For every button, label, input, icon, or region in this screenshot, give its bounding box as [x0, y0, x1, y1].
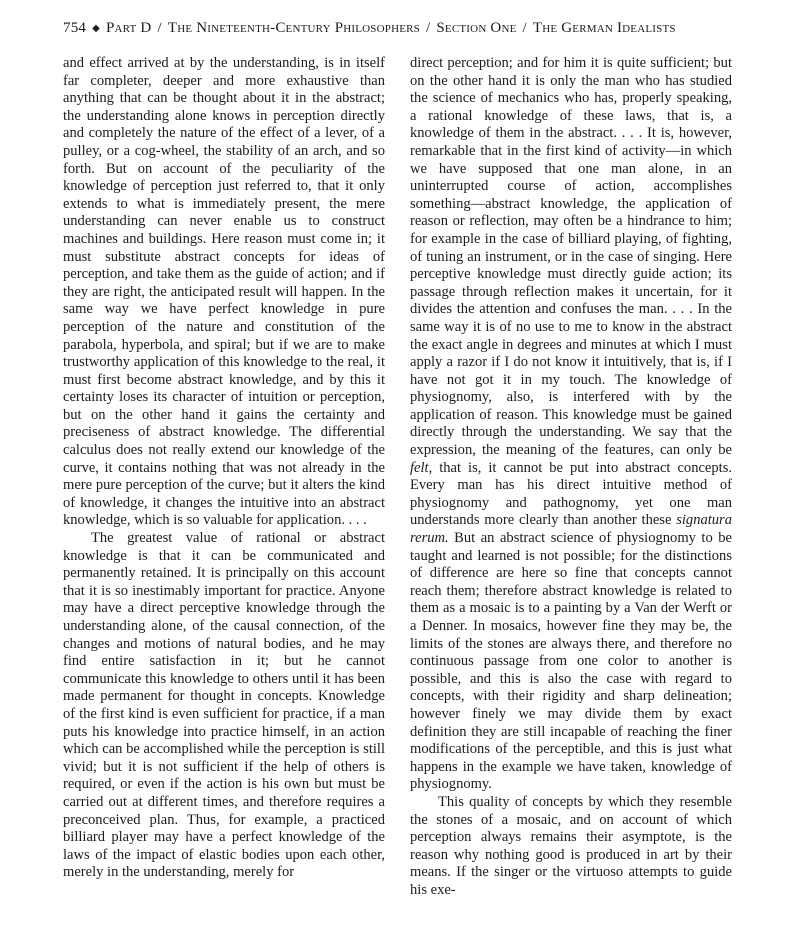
- italic-term: signatura rerum.: [410, 512, 732, 547]
- running-head: [63, 17, 743, 39]
- paragraph: This quality of concepts by which they resemble the stones of a mosaic, and on account of which perception always remains their asymptote, is the reason why nothing good is produced in art by their means. If the singer or the virtuoso attempts to guide his exe-: [410, 793, 732, 898]
- italic-term: felt,: [410, 459, 433, 476]
- slash-divider: /: [426, 20, 431, 36]
- text-run: direct perception; and for him it is quite sufficient; but on the other hand it is only the man who has studied the science of mechanics who has, properly speaking, a rational knowledge of these laws, that is, a knowledge of them in the abstract. . . . It is, however, remarkable that in the first kind of activity—in which we have supposed that one man alone, in an uninterrupted course of action, accomplishes something—abstract knowledge, the application of reason or reflection, may often be a hindrance to him; for example in the case of billiard playing, of fighting, of tuning an instrument, or in the case of singing. Here perceptive knowledge must directly guide action; its passage through reflection makes it uncertain, for it divides the attention and confuses the man. . . . In the same way it is of no use to me to know in the abstract the exact angle in degrees and minutes at which I must apply a razor if I do not know it intuitively, that is, if I have not got it in my touch. The knowledge of physiognomy, also, is interfered with by the application of reason. This knowledge must be gained directly through the understanding. We say that the expression, the meaning of the features, can only be: [410, 55, 732, 459]
- right-column: [410, 55, 732, 900]
- paragraph-continued: and effect arrived at by the understanding, is in itself far completer, deeper and more exhaustive than anything that can be thought about it in the abstract; the understanding alone knows in perception directly and completely the nature of the effect of a lever, of a pulley, or a cog-wheel, the stability of an arch, and so forth. But on account of the peculiarity of the knowledge of perception just referred to, that it only extends to what is immediately present, the mere understanding can never enable us to construct machines and buildings. Here reason must come in; it must substitute abstract concepts for ideas of perception, and take them as the guide of action; and if they are right, the anticipated result will happen. In the same way we have perfect knowledge in pure perception of the nature and constitution of the parabola, hyperbola, and spiral; but if we are to make trustworthy application of this knowledge to the real, it must first become abstract knowledge, and by this it certainty loses its character of intuition or perception, but on the other hand it gains the certainty and preciseness of abstract knowledge. The differential calculus does not really extend our knowledge of the curve, it contains nothing that was not already in the mere pure perception of the curve; but it alters the kind of knowledge, it changes the intuitive into an abstract knowledge, which is so valuable for application. . . .: [63, 55, 385, 529]
- left-column: [63, 55, 385, 882]
- diamond-separator-icon: ◆: [92, 23, 100, 34]
- section-label: Section One: [436, 20, 517, 36]
- part-title: The Nineteenth-Century Philosophers: [167, 20, 421, 36]
- part-label: Part D: [106, 20, 152, 36]
- section-title: The German Idealists: [532, 20, 676, 36]
- paragraph-continued: [410, 55, 732, 794]
- paragraph: The greatest value of rational or abstract knowledge is that it can be communicated and permanently retained. It is principally on this account that it is so inestimably important for practice. Anyone may have a direct perceptive knowledge through the understanding alone, of the causal connection, of the changes and motions of natural bodies, and he may find entire satisfaction in it; but he cannot communicate this knowledge to others until it has been made permanent for thought in concepts. Knowledge of the first kind is even sufficient for practice, if a man puts his knowledge into practice himself, in an action which can be accomplished while the perception is still vivid; but it is not sufficient if the help of others is required, or even if the action is his own but must be carried out at different times, and therefore requires a preconceived plan. Thus, for example, a practiced billiard player may have a perfect knowledge of the laws of the impact of elastic bodies upon each other, merely in the understanding, merely for: [63, 530, 385, 881]
- page-number: 754: [63, 20, 87, 36]
- slash-divider: /: [157, 20, 162, 36]
- text-run: that is, it cannot be put into abstract concepts. Every man has his direct intuitive method of physiognomy and pathognomy, yet one man understands more clearly than another these: [410, 459, 732, 529]
- text-run: But an abstract science of physiognomy to be taught and learned is not possible; for the distinctions of difference are here so fine that concepts cannot reach them; therefore abstract knowledge is related to them as a mosaic is to a painting by a Van der Werft or a Denner. In mosaics, however fine they may be, the limits of the stones are always there, and therefore no continuous passage from one color to another is possible, and this is also the case with regard to concepts, with their rigidity and sharp delineation; however finely we may divide them by exact definition they are still incapable of reaching the finer modifications of the perceptible, and this is just what happens in the example we have taken, knowledge of physiognomy.: [410, 530, 732, 793]
- slash-divider: /: [522, 20, 527, 36]
